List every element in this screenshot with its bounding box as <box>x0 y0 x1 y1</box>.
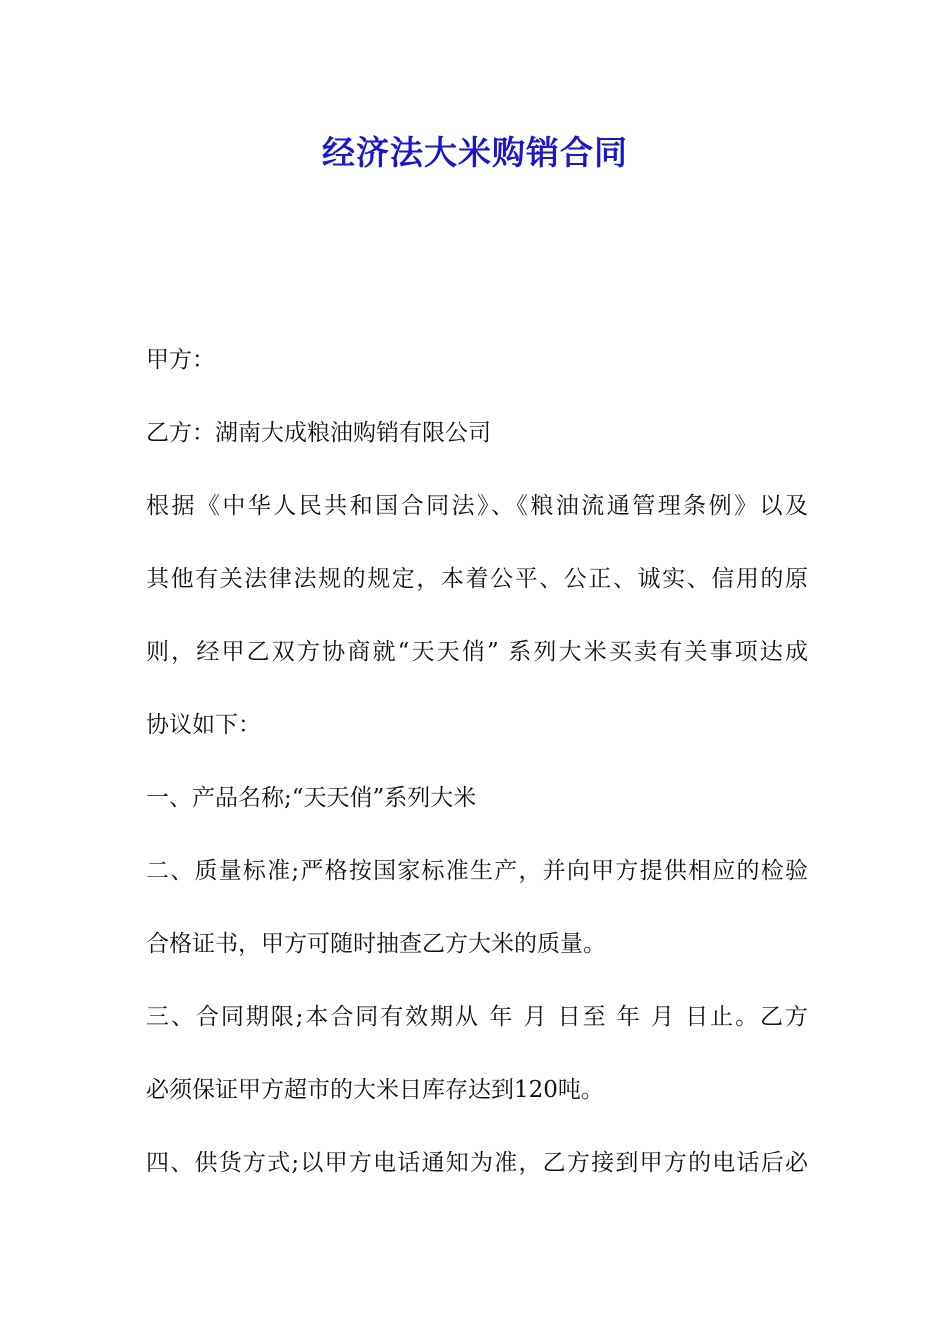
document-body <box>146 336 808 1212</box>
party-b-line: 乙方：湖南大成粮油购销有限公司 <box>146 420 491 446</box>
clause-3-line: 必须保证甲方超市的大米日库存达到120吨。 <box>146 1077 604 1103</box>
clause-3-line: 三、合同期限;本合同有效期从 年 月 日至 年 月 日止。乙方 <box>146 1004 808 1030</box>
paragraph-line: 协议如下： <box>146 712 261 738</box>
document-title: 经济法大米购销合同 <box>322 133 628 172</box>
clause-2-line: 合格证书，甲方可随时抽查乙方大米的质量。 <box>146 931 606 957</box>
clause-2-line: 二、质量标准;严格按国家标准生产，并向甲方提供相应的检验 <box>146 858 808 884</box>
paragraph-line: 其他有关法律法规的规定，本着公平、公正、诚实、信用的原 <box>146 566 808 592</box>
clause-4-line: 四、供货方式;以甲方电话通知为准，乙方接到甲方的电话后必 <box>146 1150 808 1176</box>
party-a-line: 甲方： <box>146 347 215 373</box>
paragraph-line: 根据《中华人民共和国合同法》、《粮油流通管理条例》以及 <box>146 493 808 519</box>
paragraph-line: 则，经甲乙双方协商就“天天俏” 系列大米买卖有关事项达成 <box>146 639 808 665</box>
clause-1-line: 一、产品名称;“天天俏”系列大米 <box>146 785 477 811</box>
